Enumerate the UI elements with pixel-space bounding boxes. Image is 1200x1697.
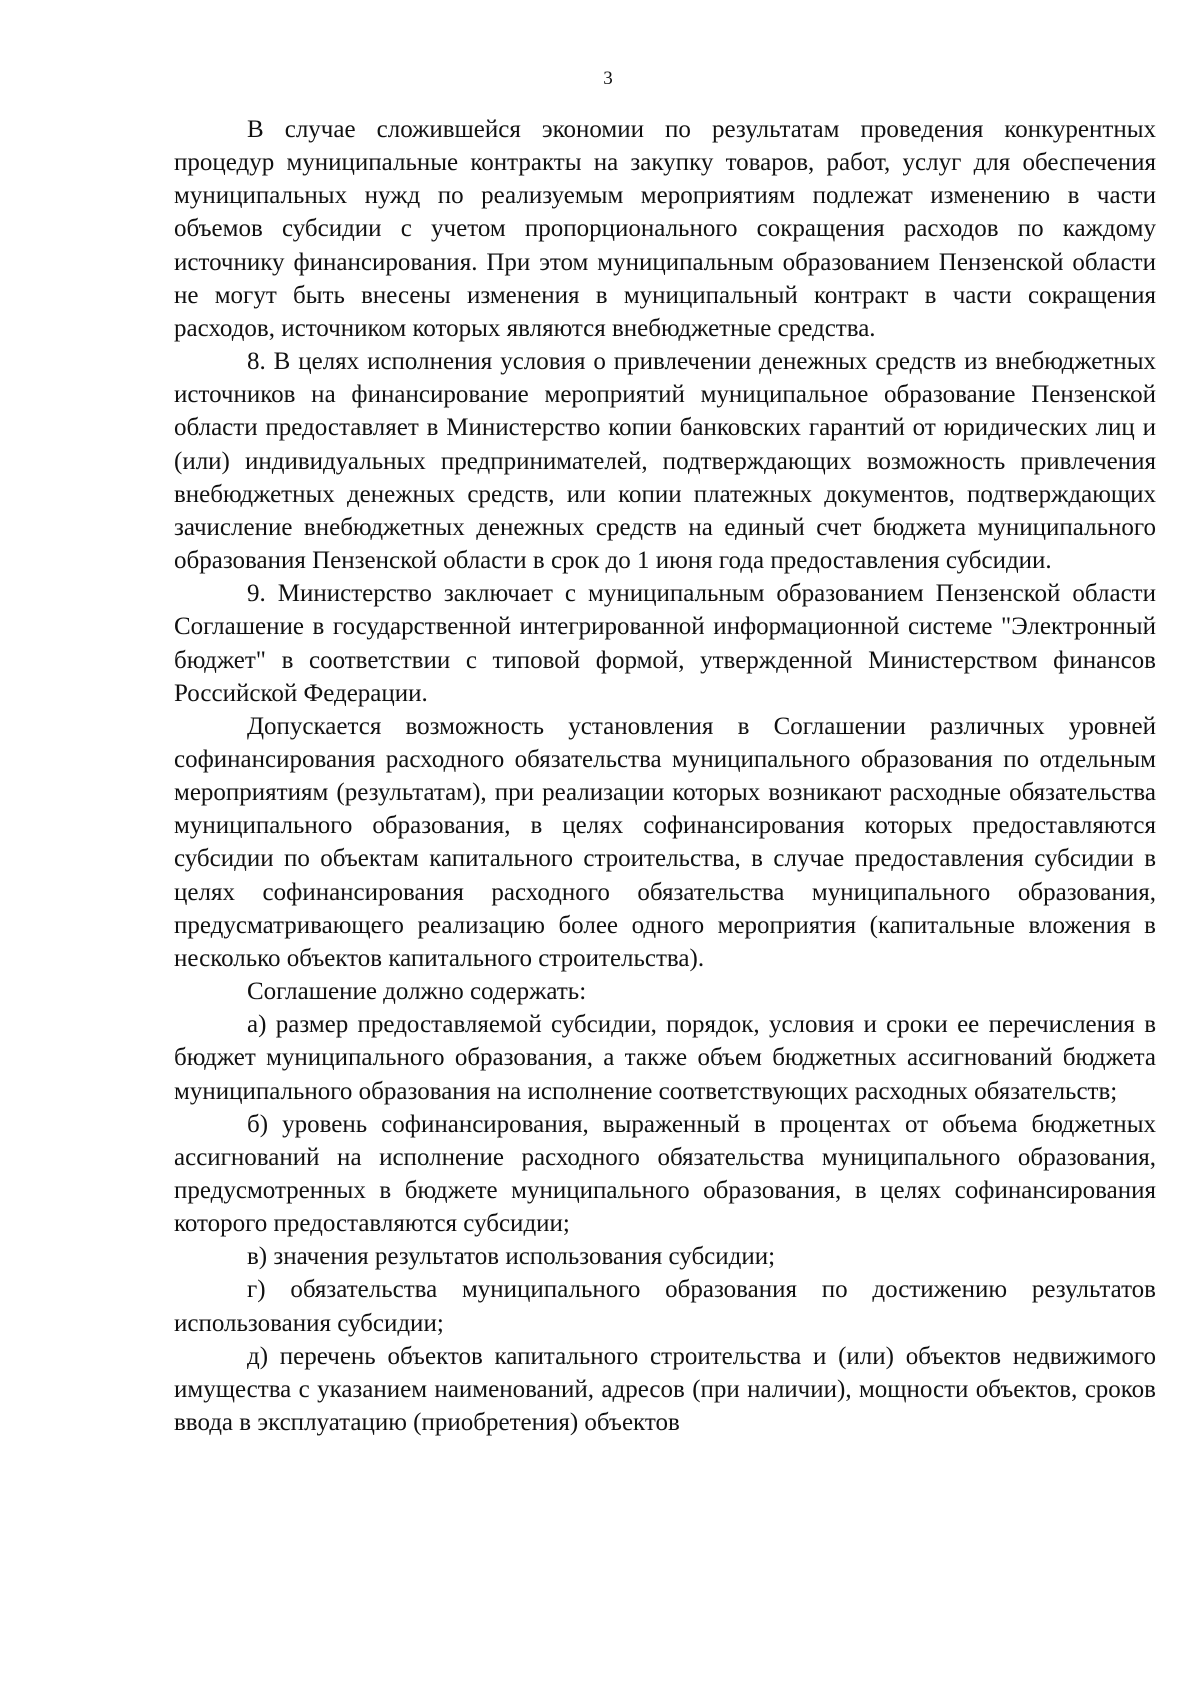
paragraph-economy: В случае сложившейся экономии по результатам проведения конкурентных процедур муниципальные контракты на закупку товаров, работ, услуг для обеспечения муниципальных нужд по реализуемым мероприятиям подлежат изменению в части объемов субсидии с учетом пропорционального сокращения расходов по каждому источнику финансирования. При этом муниципальным образованием Пензенской области не могут быть внесены изменения в муниципальный контракт в части сокращения расходов, источником которых являются внебюджетные средства. xyxy=(174,116,1156,342)
document-body xyxy=(174,113,1156,1439)
list-item-g: г) обязательства муниципального образования по достижению результатов использования субсидии; xyxy=(174,1276,1156,1337)
paragraph-8: 8. В целях исполнения условия о привлечении денежных средств из внебюджетных источников на финансирование мероприятий муниципальное образование Пензенской области предоставляет в Министерство копии банковских гарантий от юридических лиц и (или) индивидуальных предпринимателей, подтверждающих возможность привлечения внебюджетных денежных средств, или копии платежных документов, подтверждающих зачисление внебюджетных денежных средств на единый счет бюджета муниципального образования Пензенской области в срок до 1 июня года предоставления субсидии. xyxy=(174,348,1156,575)
list-item-v: в) значения результатов использования субсидии; xyxy=(247,1243,776,1271)
list-item-a: а) размер предоставляемой субсидии, порядок, условия и сроки ее перечисления в бюджет муниципального образования, а также объем бюджетных ассигнований бюджета муниципального образования на исполнение соответствующих расходных обязательств; xyxy=(174,1011,1156,1105)
paragraph-agreement-contents: Соглашение должно содержать: xyxy=(247,978,587,1006)
list-item-b: б) уровень софинансирования, выраженный в процентах от объема бюджетных ассигнований на исполнение расходного обязательства муниципального образования, предусмотренных в бюджете муниципального образования, в целях софинансирования которого предоставляются субсидии; xyxy=(174,1110,1156,1238)
page-number: 3 xyxy=(603,68,613,89)
list-item-d: д) перечень объектов капитального строительства и (или) объектов недвижимого имущества с указанием наименований, адресов (при наличии), мощности объектов, сроков ввода в эксплуатацию (приобретения) объектов xyxy=(174,1342,1156,1437)
paragraph-9: 9. Министерство заключает с муниципальным образованием Пензенской области Соглашение в государственной интегрированной информационной системе "Электронный бюджет" в соответствии с типовой формой, утвержденной Министерством финансов Российской Федерации. xyxy=(174,580,1156,707)
paragraph-cofinancing-levels: Допускается возможность установления в Соглашении различных уровней софинансирования расходного обязательства муниципального образования по отдельным мероприятиям (результатам), при реализации которых возникают расходные обязательства муниципального образования, в целях софинансирования которых предоставляются субсидии по объектам капитального строительства, в случае предоставления субсидии в целях софинансирования расходного обязательства муниципального образования, предусматривающего реализацию более одного мероприятия (капитальные вложения в несколько объектов капитального строительства). xyxy=(174,712,1156,972)
